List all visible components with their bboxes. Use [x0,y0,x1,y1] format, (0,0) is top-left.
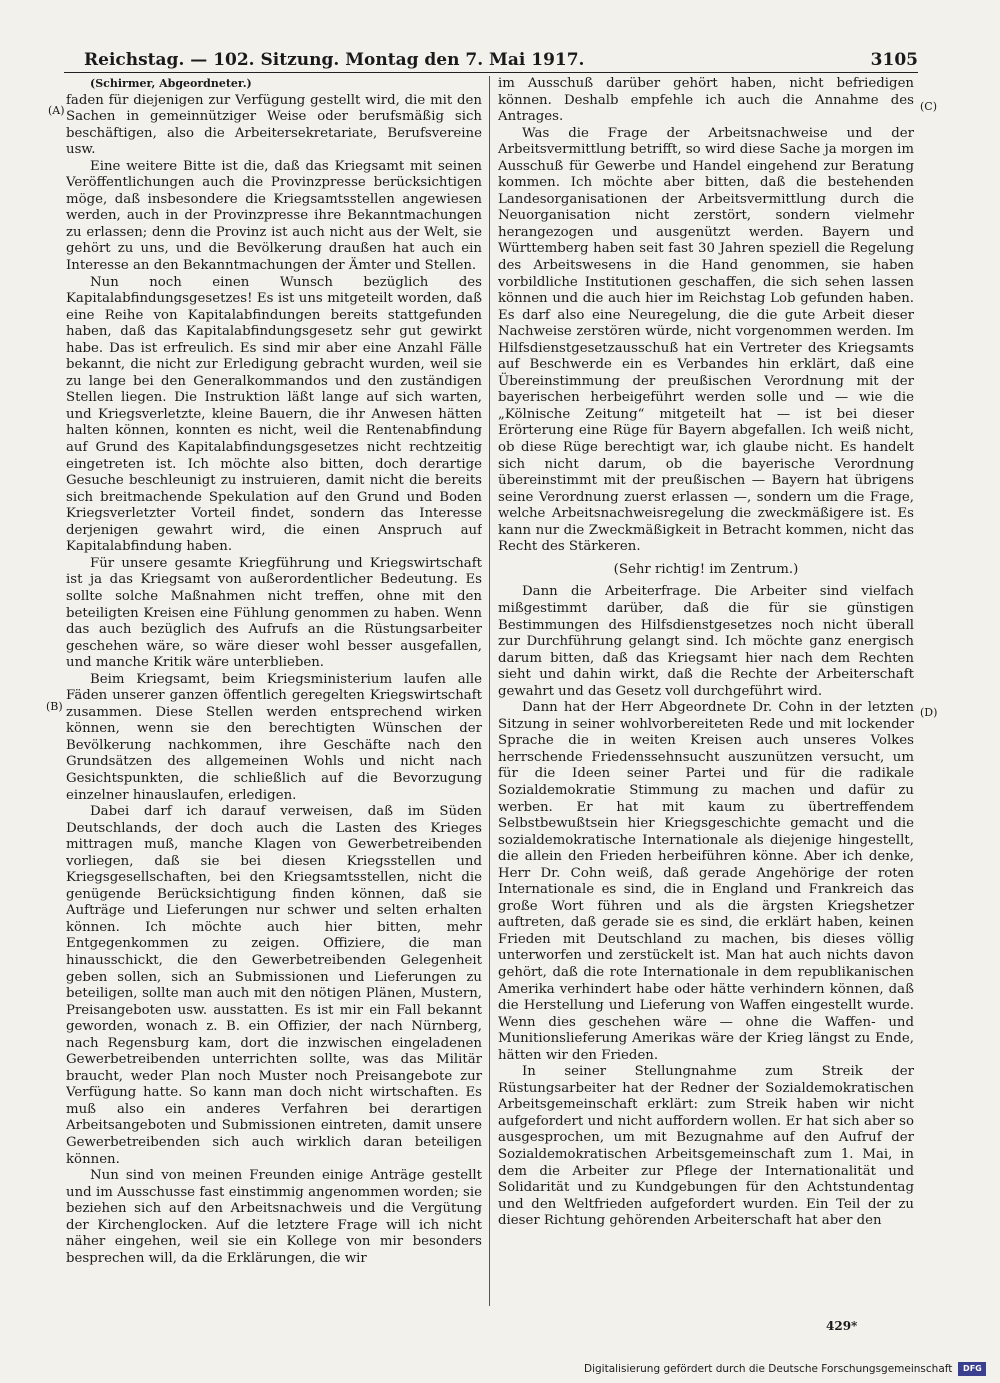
paragraph: Dann hat der Herr Abgeordnete Dr. Cohn in der letzten Sitzung in seiner wohlvorbereiteten Rede und mit lockender Sprache die in weiten Kreisen auch unseres Volkes herrschende Friedenssehnsucht auszunützen versucht, um für die Ideen seiner Partei und für die radikale Sozialdemokratie Stimmung zu machen und dafür zu werben. Er hat mit kaum zu übertreffendem Selbstbewußtsein hier Kriegsgeschichte gemacht und die sozialdemokratische Internationale als diejenige hingestellt, die allein den Frieden herbeiführen könne. Aber ich denke, Herr Dr. Cohn weiß, daß gerade Angehörige der roten Internationale es sind, die in England und Frankreich das große Wort führen und als die ärgsten Kriegshetzer auftreten, daß gerade sie es sind, die erklärt haben, keinen Frieden mit Deutschland zu machen, bis dieses völlig unterworfen und zerstückelt ist. Man hat auch nichts davon gehört, daß die rote Internationale in dem republikanischen Amerika verhindert habe oder hätte verhindern können, daß die Herstellung und Lieferung von Waffen eingestellt wurde. Wenn dies geschehen wäre — ohne die Waffen- und Munitionslieferung Amerikas wäre der Krieg längst zu Ende, hätten wir den Frieden. [498,700,914,1063]
margin-mark-d: (D) [920,706,938,719]
paragraph: In seiner Stellungnahme zum Streik der Rüstungsarbeiter hat der Redner der Sozialdemokratischen Arbeitsgemeinschaft erklärt: zum Streik haben wir nicht aufgefordert und nicht auffordern wollen. Er hat sich aber so ausgesprochen, um mit Bezugnahme auf den Aufruf der Sozialdemokratischen Arbeitsgemeinschaft zum 1. Mai, in dem die Arbeiter zur Pflege der Internationalität und Solidarität und zu Kundgebungen für den Achtstundentag und den Weltfrieden aufgefordert wurden. Ein Teil der zu dieser Richtung gehörenden Arbeiterschaft hat aber den [498,1064,914,1229]
paragraph: Beim Kriegsamt, beim Kriegsministerium laufen alle Fäden unserer ganzen öffentlich geregelten Kriegswirtschaft zusammen. Diese Stellen werden entsprechend wirken können, wenn sie den berechtigten Wünschen der Bevölkerung nachkommen, ihre Geschäfte nach den Grundsätzen des allgemeinen Wohls und nicht nach Gesichtspunkten, die schließlich auf die Bevorzugung einzelner hinauslaufen, erledigen. [66,671,482,803]
margin-mark-b: (B) [46,700,63,713]
speaker-label: (Schirmer, Abgeordneter.) [90,77,252,90]
footer-text: Digitalisierung gefördert durch die Deutsche Forschungsgemeinschaft [584,1363,953,1375]
paragraph: Nun noch einen Wunsch bezüglich des Kapitalabfindungsgesetzes! Es ist uns mitgeteilt worden, daß eine Reihe von Kapitalabfindungen bereits stattgefunden haben, daß das Kapitalabfindungsgesetz sehr gut gewirkt habe. Das ist erfreulich. Es sind mir aber eine Anzahl Fälle bekannt, die nicht zur Erledigung gebracht wurden, weil sie zu lange bei den Generalkommandos und den zuständigen Stellen liegen. Die Instruktion läßt lange auf sich warten, und Kriegsverletzte, kleine Bauern, die ihr Anwesen hätten halten können, konnten es nicht, weil die Rentenabfindung auf Grund des Kapitalabfindungsgesetzes nicht rechtzeitig eingetreten ist. Ich möchte also bitten, doch derartige Gesuche beschleunigt zu instruieren, damit nicht die bereits sich breitmachende Spekulation auf den Grund und Boden Kriegsverletzter Vorteil findet, sondern das Interesse derjenigen gewahrt wird, die einen Anspruch auf Kapitalabfindung haben. [66,274,482,555]
header-page-number: 3105 [870,50,918,70]
right-column [498,76,914,1316]
paragraph: im Ausschuß darüber gehört haben, nicht befriedigen können. Deshalb empfehle ich auch die Annahme des Antrages. [498,76,914,125]
page-signature: 429* [826,1319,858,1333]
paragraph: Dabei darf ich darauf verweisen, daß im Süden Deutschlands, der doch auch die Lasten des Krieges mittragen muß, manche Klagen von Gewerbetreibenden vorliegen, daß sie bei diesen Kriegsstellen und Kriegsgesellschaften, bei den Kriegsamtsstellen, nicht die genügende Berücksichtigung finden können, daß sie Aufträge und Lieferungen nur schwer und selten erhalten können. Ich möchte auch hier bitten, mehr Entgegenkommen zu zeigen. Offiziere, die man hinausschickt, die den Gewerbetreibenden Gelegenheit geben sollen, sich an Submissionen und Lieferungen zu beteiligen, sollte man auch mit den nötigen Plänen, Mustern, Preisangeboten usw. ausstatten. Es ist mir ein Fall bekannt geworden, wonach z. B. ein Offizier, der nach Nürnberg, nach Regensburg kam, dort die inzwischen eingeladenen Gewerbetreibenden unterrichten sollte, was das Militär braucht, weder Plan noch Muster noch Preisangebote zur Verfügung hatte. So kann man doch nicht wirtschaften. Es muß also ein anderes Verfahren bei derartigen Arbeitsangeboten und Submissionen eintreten, damit unsere Gewerbetreibenden sich auch wirklich daran beteiligen können. [66,804,482,1167]
margin-mark-c: (C) [920,100,937,113]
header-title: Reichstag. — 102. Sitzung. Montag den 7. Mai 1917. [84,50,585,70]
page-header [64,48,918,73]
paragraph: Nun sind von meinen Freunden einige Anträge gestellt und im Ausschusse fast einstimmig angenommen worden; sie beziehen sich auf den Arbeitsnachweis und die Vergütung der Kirchenglocken. Auf die letztere Frage will ich nicht näher eingehen, weil sie ein Kollege von mir besonders besprechen will, da die Erklärungen, die wir [66,1168,482,1266]
dfg-logo-icon: DFG [958,1362,986,1376]
paragraph: faden für diejenigen zur Verfügung gestellt wird, die mit den Sachen in gemeinnütziger Weise oder berufsmäßig sich beschäftigen, also die Arbeitersekretariate, Berufsvereine usw. [66,92,482,158]
footer [584,1360,986,1378]
paragraph: Was die Frage der Arbeitsnachweise und der Arbeitsvermittlung betrifft, so wird diese Sache ja morgen im Ausschuß für Gewerbe und Handel eingehend zur Beratung kommen. Ich möchte aber bitten, daß die bestehenden Landesorganisationen der Arbeitsvermittlung durch die Neuorganisation nicht zerstört, sondern vielmehr herangezogen und ausgenützt werden. Bayern und Württemberg haben seit fast 30 Jahren speziell die Regelung des Arbeitswesens in die Hand genommen, sie haben vorbildliche Institutionen geschaffen, die sich sehen lassen können und die auch hier im Reichstag Lob gefunden haben. Es darf also eine Neuregelung, die die gute Arbeit dieser Nachweise zerstören würde, nicht vorgenommen werden. Im Hilfsdienstgesetzausschuß hat ein Vertreter des Kriegsamts auf Beschwerde ein es Verbandes hin erklärt, daß eine Übereinstimmung der preußischen Verordnung mit der bayerischen herbeigeführt werden solle und — wie die „Kölnische Zeitung“ mitgeteilt hat — ist bei dieser Erörterung eine Rüge für Bayern abgefallen. Ich weiß nicht, ob diese Rüge berechtigt war, ich glaube nicht. Es handelt sich nicht darum, ob die bayerische Verordnung übereinstimmt mit der preußischen — Bayern hat übrigens seine Verordnung zuerst erlassen —, sondern um die Frage, welche Arbeitsnachweisregelung die zweckmäßigere ist. Es kann nur die Zweckmäßigkeit in Betracht kommen, nicht das Recht des Stärkeren. [498,125,914,555]
interjection: (Sehr richtig! im Zentrum.) [613,561,799,577]
paragraph: Für unsere gesamte Kriegführung und Kriegswirtschaft ist ja das Kriegsamt von außerordentlicher Bedeutung. Es sollte solche Maßnahmen nicht treffen, ohne mit den beteiligten Kreisen eine Fühlung genommen zu haben. Wenn das auch bezüglich des Aufrufs an die Rüstungsarbeiter geschehen wäre, so wäre dieser wohl besser ausgefallen, und manche Kritik wäre unterblieben. [66,555,482,671]
left-column [66,76,482,1316]
paragraph: Dann die Arbeiterfrage. Die Arbeiter sind vielfach mißgestimmt darüber, daß die für sie günstigen Bestimmungen des Hilfsdienstgesetzes noch nicht überall zur Durchführung gelangt sind. Ich möchte ganz energisch darum bitten, daß das Kriegsamt hier nach dem Rechten sieht und dahin wirkt, daß die Rechte der Arbeiterschaft gewahrt und das Gesetz voll durchgeführt wird. [498,584,914,699]
paragraph: Eine weitere Bitte ist die, daß das Kriegsamt mit seinen Veröffentlichungen auch die Provinzpresse berücksichtigen möge, daß insbesondere die Kriegsamtsstellen angewiesen werden, auch in der Provinzpresse ihre Bekanntmachungen zu erlassen; denn die Provinz ist auch nicht aus der Welt, sie gehört zu uns, und die Bevölkerung draußen hat auch ein Interesse an den Bekanntmachungen der Ämter und Stellen. [66,158,482,274]
column-divider [489,76,490,1306]
margin-mark-a: (A) [48,104,65,117]
